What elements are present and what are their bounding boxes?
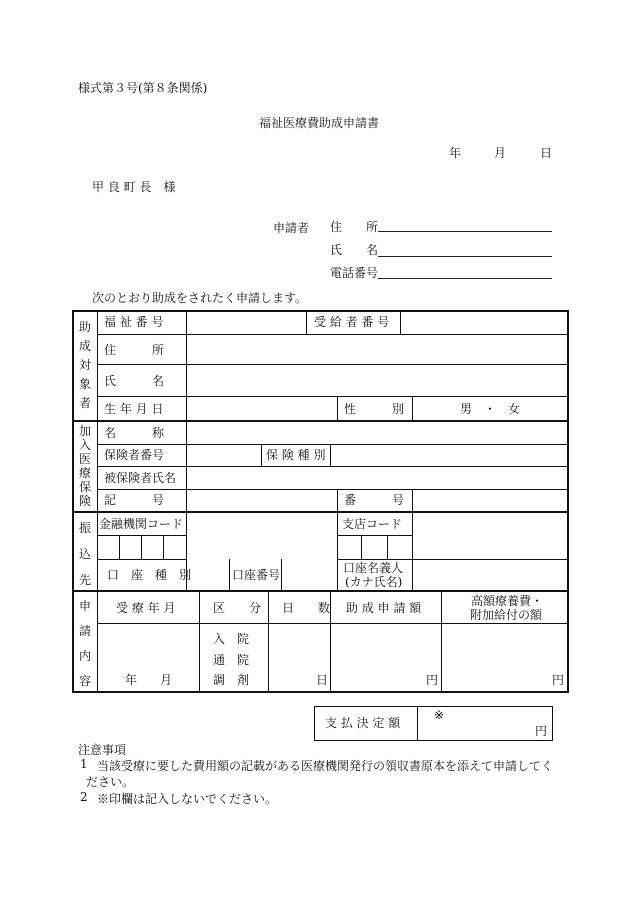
insurance-type-label: 保 険 種 別	[266, 448, 326, 462]
bank-code-label: 金融機関コード	[99, 517, 184, 531]
intro-text: 次のとおり助成をされたく申請します。	[92, 291, 308, 305]
inpatient-option[interactable]: 入 院	[213, 632, 250, 646]
high-cost-yen-unit: 円	[552, 673, 565, 687]
applicant-address-line[interactable]	[378, 231, 552, 232]
form-number: 様式第３号(第８条関係)	[78, 81, 208, 95]
branch-code-boxes[interactable]	[338, 536, 412, 559]
subject-address-label: 住 所	[104, 343, 165, 357]
birthdate-label: 生 年 月 日	[104, 402, 164, 416]
insurance-name-field[interactable]	[187, 422, 567, 444]
days-label: 日 数	[282, 601, 331, 615]
applicant-address-label: 住 所	[330, 220, 379, 234]
note-2-number: 2	[80, 790, 88, 804]
applicant-name-line[interactable]	[378, 256, 552, 257]
notes-title: 注意事項	[78, 743, 127, 757]
insurer-no-field[interactable]	[187, 445, 261, 466]
account-no-label: 口座番号	[232, 568, 281, 582]
insurer-no-label: 保険者番号	[104, 448, 165, 462]
sex-options[interactable]: 男 ・ 女	[460, 402, 521, 416]
number-label: 番 号	[344, 493, 405, 507]
date-month-label: 月	[494, 146, 507, 160]
note-1-line-1: 当該受療に要した費用額の記載がある医療機関発行の領収書原本を添えて申請してく	[97, 759, 554, 773]
dispensing-option[interactable]: 調 剤	[213, 673, 250, 687]
subject-group-label: 助成対象者	[78, 320, 91, 410]
welfare-no-label: 福 祉 番 号	[104, 315, 164, 329]
visit-month-field[interactable]	[98, 624, 199, 691]
high-cost-field[interactable]	[442, 624, 567, 691]
date-day-label: 日	[540, 146, 553, 160]
staff-only-mark: ※	[434, 708, 445, 722]
insured-name-field[interactable]	[187, 467, 567, 489]
payment-decision-label: 支 払 決 定 額	[325, 716, 401, 730]
request-month-unit: 月	[160, 673, 173, 687]
bank-code-boxes[interactable]	[98, 536, 186, 559]
subject-address-field[interactable]	[187, 335, 567, 364]
account-no-field[interactable]	[282, 560, 337, 590]
welfare-no-field[interactable]	[187, 312, 306, 334]
high-cost-label-1: 高額療養費・	[471, 594, 544, 608]
account-type-label: 口 座 種 別	[107, 568, 192, 582]
account-holder-field[interactable]	[413, 560, 567, 590]
category-label: 区 分	[213, 601, 262, 615]
request-group-label: 申請内容	[78, 599, 91, 688]
days-unit: 日	[316, 673, 329, 687]
applicant-phone-line[interactable]	[378, 278, 552, 279]
applicant-phone-label: 電話番号	[330, 266, 379, 280]
recipient-no-label: 受 給 者 番 号	[314, 315, 390, 329]
branch-code-label: 支店コード	[342, 517, 403, 531]
number-field[interactable]	[413, 490, 567, 511]
sex-label: 性 別	[344, 402, 405, 416]
transfer-group-label: 振込先	[78, 521, 91, 587]
account-holder-kana-label: (カナ氏名)	[345, 575, 403, 589]
note-1-number: 1	[80, 757, 88, 771]
symbol-label: 記 号	[104, 493, 165, 507]
days-field[interactable]	[269, 624, 330, 691]
account-type-field[interactable]	[187, 560, 229, 590]
recipient-no-field[interactable]	[401, 312, 567, 334]
birthdate-field[interactable]	[187, 397, 337, 420]
high-cost-label-2: 附加給付の額	[470, 608, 543, 622]
applicant-name-label: 氏 名	[330, 243, 379, 257]
payment-decision-yen-unit: 円	[535, 724, 548, 738]
form-title: 福祉医療費助成申請書	[259, 116, 380, 130]
account-holder-label: 口座名義人	[343, 561, 404, 575]
outpatient-option[interactable]: 通 院	[213, 653, 250, 667]
subject-name-label: 氏 名	[104, 374, 165, 388]
note-1-line-2: ださい。	[86, 775, 135, 789]
insured-name-label: 被保険者氏名	[104, 471, 177, 485]
amount-yen-unit: 円	[426, 673, 439, 687]
applicant-label: 申請者	[273, 221, 310, 235]
subject-name-field[interactable]	[187, 365, 567, 396]
amount-label: 助 成 申 請 額	[346, 601, 422, 615]
insurance-name-label: 名 称	[104, 426, 165, 440]
insurance-type-field[interactable]	[331, 445, 567, 466]
amount-field[interactable]	[331, 624, 441, 691]
addressee: 甲 良 町 長 様	[92, 180, 176, 194]
note-2-line-1: ※印欄は記入しないでください。	[97, 792, 278, 806]
visit-month-label: 受 療 年 月	[116, 601, 176, 615]
request-year-unit: 年	[125, 673, 138, 687]
date-year-label: 年	[449, 146, 462, 160]
insurance-group-label: 加入医療保険	[78, 424, 91, 508]
symbol-field[interactable]	[187, 490, 337, 511]
